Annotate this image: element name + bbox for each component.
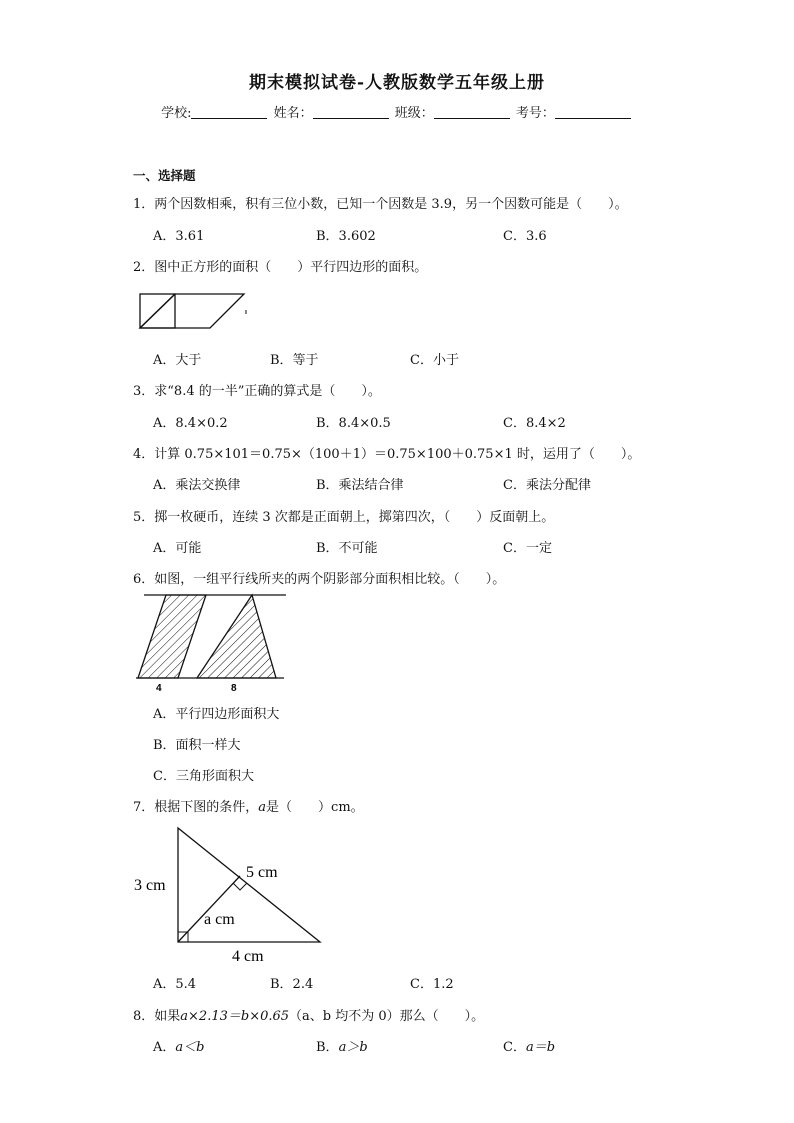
question-7-option-a[interactable]: A．5.4: [153, 977, 197, 992]
section-title: 一、选择题: [133, 168, 196, 183]
question-7-option-b[interactable]: B．2.4: [270, 977, 314, 992]
question-8-option-b[interactable]: [316, 1036, 368, 1055]
name-label: 姓名：: [273, 106, 313, 121]
shaded-parallelogram: [138, 595, 206, 678]
square-parallelogram-figure: [138, 292, 250, 330]
question-8-stem-suffix: （a、b 均不为 0）那么（ ）。: [289, 1009, 485, 1024]
option-b-letter: B．: [316, 1040, 339, 1055]
question-3-option-b[interactable]: B．8.4×0.5: [316, 416, 391, 431]
question-4-option-b[interactable]: B．乘法结合律: [316, 478, 404, 493]
option-a-letter: A．: [153, 1040, 176, 1055]
question-6-option-a[interactable]: A．平行四边形面积大: [153, 707, 280, 722]
question-8-option-a[interactable]: [153, 1036, 204, 1055]
question-7-stem-prefix: 7．根据下图的条件，: [133, 800, 259, 815]
option-c-letter: C．: [503, 1040, 526, 1055]
question-3-stem: 3．求“8.4 的一半”正确的算式是（ ）。: [133, 384, 381, 399]
name-field[interactable]: [313, 105, 389, 119]
question-5-stem: 5．掷一枚硬币，连续 3 次都是正面朝上，掷第四次，（ ）反面朝上。: [133, 510, 555, 525]
exam-no-field[interactable]: [555, 105, 631, 119]
parallelogram-shape: [140, 294, 244, 328]
page-title: 期末模拟试卷-人教版数学五年级上册: [248, 73, 546, 93]
exam-no-label: 考号：: [515, 106, 555, 121]
school-field[interactable]: [191, 105, 267, 119]
question-6-stem: 6．如图，一组平行线所夹的两个阴影部分面积相比较。（ ）。: [133, 572, 506, 587]
right-triangle-figure: [130, 822, 326, 966]
question-4-option-a[interactable]: A．乘法交换律: [153, 478, 241, 493]
class-field[interactable]: [434, 105, 510, 119]
question-2-stem: 2．图中正方形的面积（ ）平行四边形的面积。: [133, 260, 428, 275]
question-4-stem: 4．计算 0.75×101＝0.75×（100＋1）＝0.75×100＋0.75×1 时，运用了（ ）。: [133, 447, 641, 462]
right-angle-mark-foot: [233, 883, 247, 890]
school-label: 学校:: [161, 106, 192, 121]
question-8-expression: a×2.13＝b×0.65: [180, 1009, 290, 1024]
shaded-triangle: [197, 595, 276, 678]
question-5-option-a[interactable]: A．可能: [153, 541, 202, 556]
question-3-option-c[interactable]: C．8.4×2: [503, 416, 566, 431]
question-8-stem-prefix: 8．如果: [133, 1009, 181, 1024]
side-5cm-label: 5 cm: [246, 864, 278, 881]
parallel-lines-figure: [134, 590, 290, 696]
question-2-option-b[interactable]: B．等于: [270, 353, 319, 368]
side-3cm-label: 3 cm: [134, 877, 166, 894]
altitude-a-label: a cm: [204, 911, 235, 928]
option-a-expression: a＜b: [175, 1040, 205, 1055]
triangle-base-label: 8: [231, 683, 237, 694]
class-label: 班级：: [394, 106, 434, 121]
question-2-option-c[interactable]: C．小于: [410, 353, 459, 368]
option-b-expression: a＞b: [338, 1040, 368, 1055]
question-1-option-a[interactable]: A．3.61: [153, 229, 205, 244]
question-7-option-c[interactable]: C．1.2: [410, 977, 454, 992]
option-c-expression: a＝b: [525, 1040, 556, 1055]
side-4cm-label: 4 cm: [232, 948, 264, 965]
question-3-option-a[interactable]: A．8.4×0.2: [153, 416, 228, 431]
question-7-stem-suffix: 是（ ）cm。: [266, 800, 364, 815]
student-info-line: [0, 102, 794, 121]
question-5-option-b[interactable]: B．不可能: [316, 541, 378, 556]
question-7-variable: a: [258, 800, 267, 815]
question-1-stem: 1．两个因数相乘，积有三位小数，已知一个因数是 3.9，另一个因数可能是（ ）。: [133, 197, 628, 212]
question-8-option-c[interactable]: [503, 1036, 555, 1055]
question-6-option-b[interactable]: B．面积一样大: [153, 738, 241, 753]
question-7-stem: [133, 796, 364, 815]
question-2-option-a[interactable]: A．大于: [153, 353, 202, 368]
question-1-option-b[interactable]: B．3.602: [316, 229, 376, 244]
triangle-shape: [178, 828, 320, 942]
question-4-option-c[interactable]: C．乘法分配律: [503, 478, 591, 493]
question-1-option-c[interactable]: C．3.6: [503, 229, 547, 244]
question-8-stem: [133, 1005, 484, 1024]
question-5-option-c[interactable]: C．一定: [503, 541, 552, 556]
question-6-option-c[interactable]: C．三角形面积大: [153, 769, 254, 784]
parallelogram-base-label: 4: [156, 683, 162, 694]
